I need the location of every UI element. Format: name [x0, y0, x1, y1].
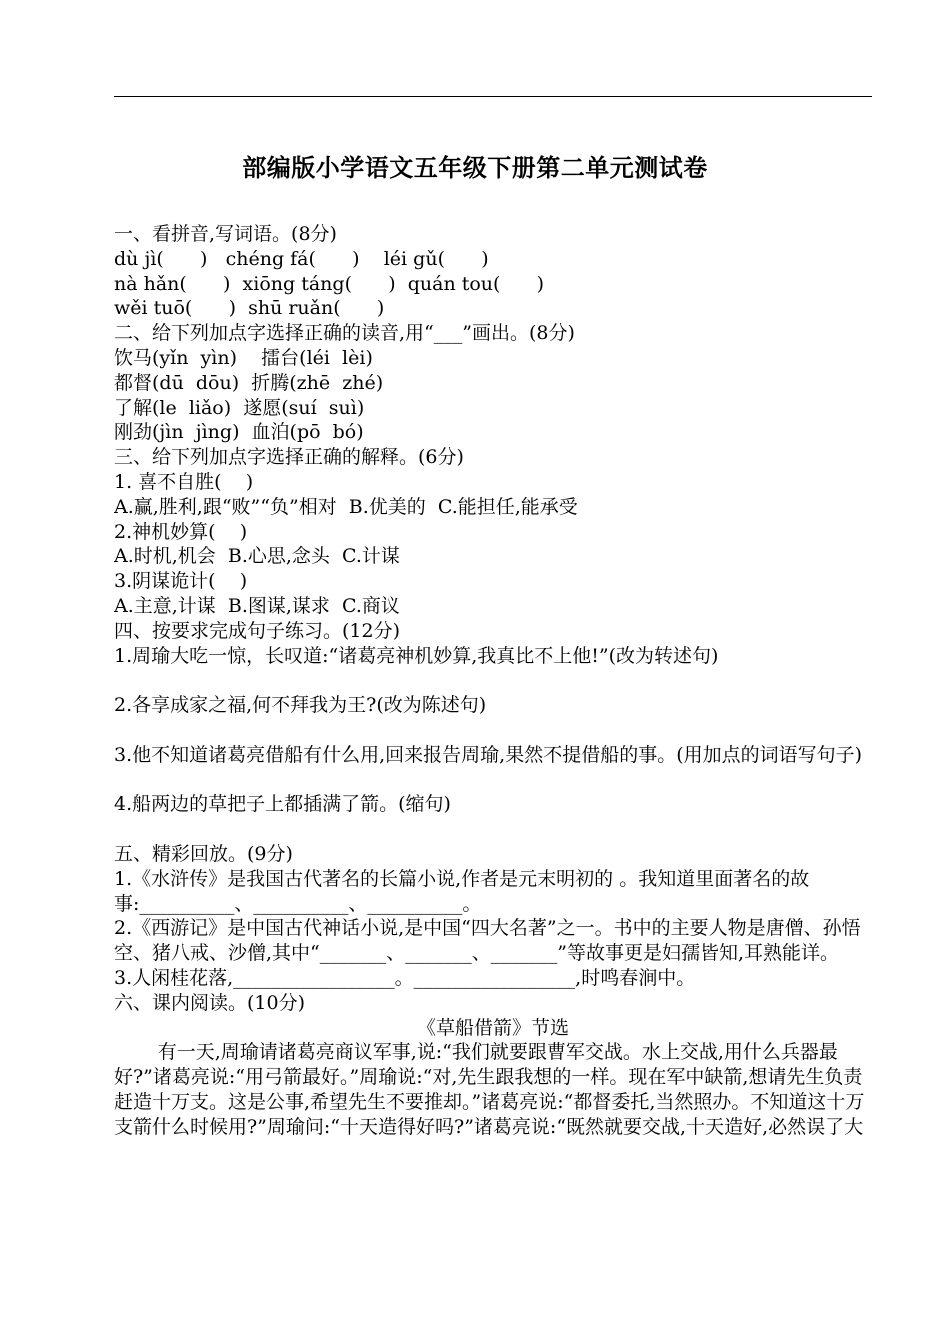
exam-body	[114, 222, 872, 1139]
q5-item-1: 1.《水浒传》是我国古代著名的长篇小说,作者是元末明初的 。我知道里面著名的故事:__________、__________、__________。	[114, 867, 810, 915]
q4-answer-space-3	[114, 768, 872, 793]
header-rule	[114, 96, 872, 97]
q1-heading: 一、看拼音,写词语。(8分)	[114, 223, 337, 245]
q3-item-1: 1. 喜不自胜( )	[114, 470, 254, 493]
q2-heading: 二、给下列加点字选择正确的读音,用“___”画出。(8分)	[114, 322, 575, 345]
q3-item-3-options: A.主意,计谋 B.图谋,谋求 C.商议	[114, 594, 400, 617]
q4-answer-space-4	[114, 817, 872, 842]
q2-row-4: 刚劲(jìn jìng) 血泊(pō bó)	[114, 421, 364, 444]
q5-item-3: 3.人闲桂花落,_________________。_________________,时鸣春涧中。	[114, 966, 696, 989]
q3-item-2-options: A.时机,机会 B.心思,念头 C.计谋	[114, 545, 400, 568]
q4-sentence-4: 4.船两边的草把子上都插满了箭。(缩句)	[114, 793, 451, 816]
q4-heading: 四、按要求完成句子练习。(12分)	[114, 619, 401, 642]
q3-item-3: 3.阴谋诡计( )	[114, 570, 248, 593]
q6-heading: 六、课内阅读。(10分)	[114, 991, 306, 1014]
q4-answer-space-2	[114, 718, 872, 743]
passage-text: 有一天,周瑜请诸葛亮商议军事,说:“我们就要跟曹军交战。水上交战,用什么兵器最好?”诸葛亮说:“用弓箭最好。”周瑜说:“对,先生跟我想的一样。现在军中缺箭,想请先生负责赶造十万支。这是公事,希望先生不要推却。”诸葛亮说:“都督委托,当然照办。不知道这十万支箭什么时候用?”周瑜问:“十天造得好吗?”诸葛亮说:“既然就要交战,十天造好,必然误了大	[114, 1041, 865, 1138]
q3-item-2: 2.神机妙算( )	[114, 520, 248, 543]
q4-sentence-3: 3.他不知道诸葛亮借船有什么用,回来报告周瑜,果然不提借船的事。(用加点的词语写句子)	[114, 743, 863, 766]
q1-row-3: wěi tuō( ) shū ruǎn( )	[114, 297, 385, 320]
q1-row-2: nà hǎn( ) xiōng táng( ) quán tou( )	[114, 272, 545, 295]
q2-row-2: 都督(dū dōu) 折腾(zhē zhé)	[114, 371, 384, 394]
q2-row-1: 饮马(yǐn yìn) 擂台(léi lèi)	[114, 346, 373, 369]
q3-item-1-options: A.赢,胜利,跟“败”“负”相对 B.优美的 C.能担任,能承受	[114, 495, 578, 518]
q5-heading: 五、精彩回放。(9分)	[114, 842, 293, 865]
q5-item-2: 2.《西游记》是中国古代神话小说,是中国“四大名著”之一。书中的主要人物是唐僧、孙悟空、猪八戒、沙僧,其中“_______、_______、_______”等故事更是妇孺皆知,耳熟能详。	[114, 917, 861, 965]
q1-row-1: dù jì( ) chéng fá( ) léi gǔ( )	[114, 247, 489, 270]
q2-row-3: 了解(le liǎo) 遂愿(suí suì)	[114, 396, 365, 419]
q4-sentence-2: 2.各享成家之福,何不拜我为王?(改为陈述句)	[114, 694, 487, 717]
q4-sentence-1: 1.周瑜大吃一惊，长叹道:“诸葛亮神机妙算,我真比不上他!”(改为转述句)	[114, 644, 719, 667]
q3-heading: 三、给下列加点字选择正确的解释。(6分)	[114, 446, 464, 469]
q4-answer-space-1	[114, 668, 872, 693]
passage-title: 《草船借箭》节选	[416, 1016, 569, 1039]
page-title: 部编版小学语文五年级下册第二单元测试卷	[242, 154, 708, 182]
